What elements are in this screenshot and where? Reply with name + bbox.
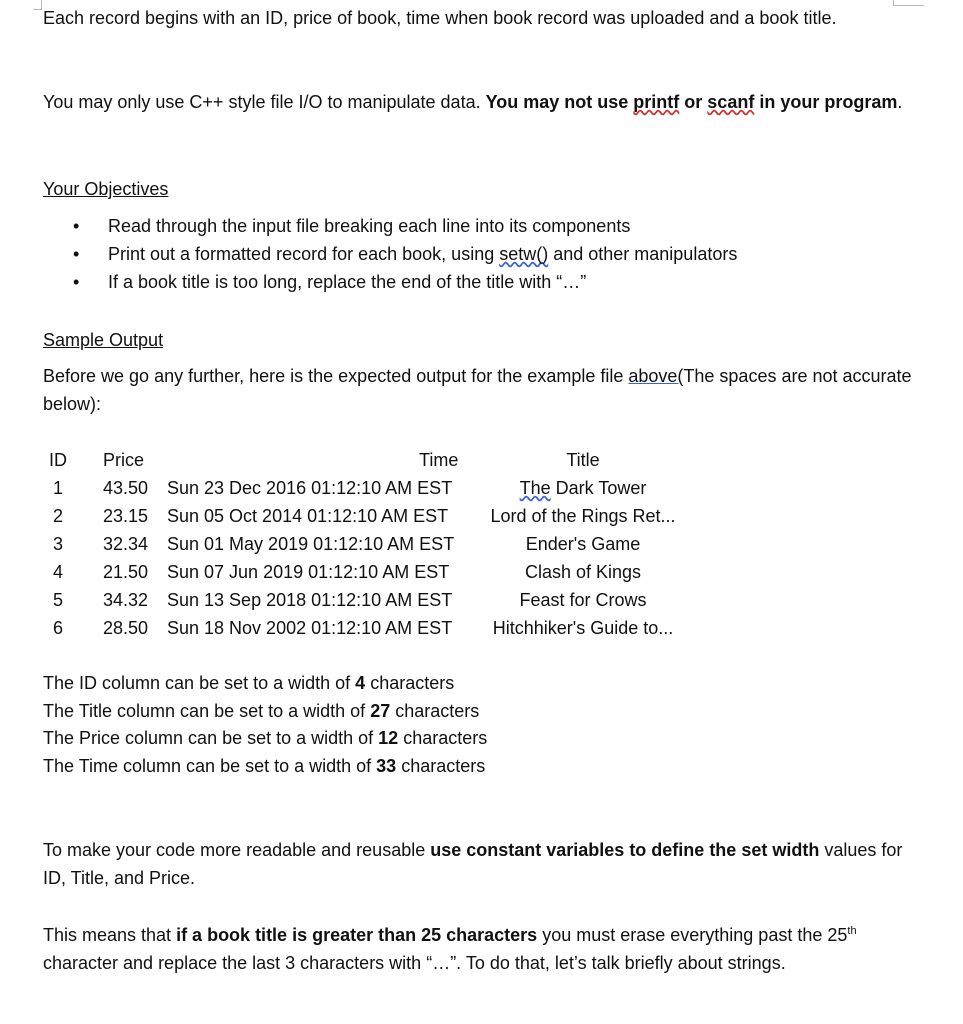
io-bold-tail: in your program <box>754 92 898 112</box>
io-bold-lead: You may not use <box>485 92 634 112</box>
cell-price: 34.32 <box>103 590 149 610</box>
cell-id: 4 <box>52 562 63 582</box>
scanf-word: scanf <box>707 92 755 112</box>
objective-item <box>43 212 737 240</box>
io-or: or <box>679 92 708 112</box>
io-end: . <box>897 92 903 112</box>
cell-id: 2 <box>52 506 63 526</box>
objective-text: Read through the input file breaking each line into its components <box>108 216 631 236</box>
cell-time: Sun 13 Sep 2018 01:12:10 AM EST <box>167 590 453 610</box>
width-unit: characters <box>390 700 480 721</box>
cell-id: 6 <box>52 618 63 638</box>
constants-tail: values for ID, Title, and Price. <box>43 840 903 888</box>
width-unit: characters <box>398 728 488 748</box>
title-rest: Dark Tower <box>550 478 647 498</box>
printf-word: printf <box>633 92 680 112</box>
cell-price: 23.15 <box>103 506 149 526</box>
ordinal-suffix: th <box>847 925 857 937</box>
cell-price: 32.34 <box>103 534 149 554</box>
width-text: The ID column can be set to a width of <box>43 673 356 693</box>
truncate-mid: you must erase everything past the 25 <box>537 925 848 945</box>
objectives-list <box>43 212 737 296</box>
cell-price: 28.50 <box>103 618 149 638</box>
objective-item <box>43 240 737 268</box>
cell-id: 5 <box>52 590 63 610</box>
cell-title: Feast for Crows <box>519 590 647 610</box>
width-title-line <box>43 698 923 726</box>
width-id-line <box>43 670 923 698</box>
header-price: Price <box>103 450 145 470</box>
io-text: You may only use C++ style file I/O to manipulate data. <box>43 92 486 112</box>
cell-time: Sun 05 Oct 2014 01:12:10 AM EST <box>167 506 449 526</box>
sample-output-heading: Sample Output <box>43 330 164 350</box>
cell-title: Hitchhiker's Guide to... <box>492 618 674 638</box>
objective-text-tail: and other manipulators <box>548 244 738 264</box>
io-restriction-paragraph <box>43 88 923 116</box>
cell-time: Sun 23 Dec 2016 01:12:10 AM EST <box>167 478 453 498</box>
header-id: ID <box>49 450 67 470</box>
objective-text: If a book title is too long, replace the end of the title with “…” <box>108 272 587 292</box>
cell-title: Clash of Kings <box>524 562 642 582</box>
cell-id: 1 <box>52 478 63 498</box>
truncate-bold: if a book title is greater than 25 characters <box>176 925 538 945</box>
truncate-tail: character and replace the last 3 characters with “…”. To do that, let’s talk briefly about strings. <box>43 953 786 973</box>
width-time-line <box>43 753 923 781</box>
cell-id: 3 <box>52 534 63 554</box>
cell-price: 21.50 <box>103 562 149 582</box>
header-time: Time <box>419 450 459 470</box>
width-text: The Time column can be set to a width of <box>43 755 377 776</box>
sample-desc-text: Before we go any further, here is the expected output for the example file <box>43 366 629 386</box>
above-word: above( <box>628 366 684 386</box>
truncate-paragraph <box>43 921 923 977</box>
width-text: The Title column can be set to a width of <box>43 700 371 721</box>
width-unit: characters <box>396 755 486 776</box>
objectives-heading: Your Objectives <box>43 179 169 199</box>
cell-price: 43.50 <box>103 478 149 498</box>
page-corner-left <box>33 0 42 10</box>
record-format-paragraph: Each record begins with an ID, price of book, time when book record was uploaded and a book title. <box>43 8 837 28</box>
cell-title: Lord of the Rings Ret... <box>490 506 676 526</box>
width-text: The Price column can be set to a width of <box>43 728 379 748</box>
width-number: 33 <box>376 755 397 776</box>
cell-time: Sun 01 May 2019 01:12:10 AM EST <box>167 534 455 554</box>
width-number: 4 <box>355 673 366 693</box>
cell-time: Sun 07 Jun 2019 01:12:10 AM EST <box>167 562 450 582</box>
objective-item <box>43 268 737 296</box>
header-title: Title <box>566 450 600 470</box>
column-widths-list <box>43 670 923 780</box>
constants-bold: use constant variables to define the set width <box>430 840 820 860</box>
cell-time: Sun 18 Nov 2002 01:12:10 AM EST <box>167 618 453 638</box>
width-price-line <box>43 725 923 753</box>
io-bold-text <box>486 92 898 112</box>
constants-paragraph <box>43 836 923 892</box>
width-number: 12 <box>378 728 399 748</box>
title-the-word: The <box>519 478 551 498</box>
cell-title <box>479 474 687 502</box>
sample-description <box>43 362 923 418</box>
cell-title: Ender's Game <box>525 534 641 554</box>
width-unit: characters <box>365 673 455 693</box>
objective-text: Print out a formatted record for each book, using <box>108 244 500 264</box>
width-number: 27 <box>370 700 391 721</box>
constants-text: To make your code more readable and reusable <box>43 840 431 860</box>
setw-word: setw() <box>499 244 549 264</box>
truncate-text: This means that <box>43 925 177 945</box>
sample-desc-tail: The spaces are not accurate below): <box>43 366 912 414</box>
